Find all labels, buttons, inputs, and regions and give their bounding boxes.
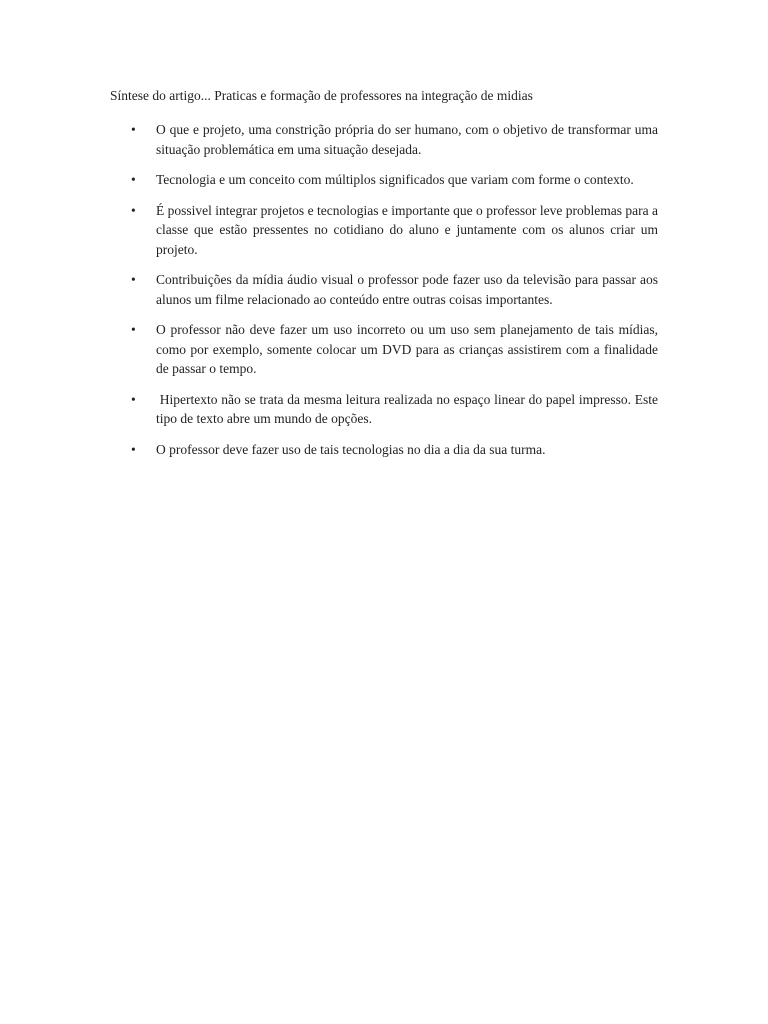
- bullet-text: Tecnologia e um conceito com múltiplos significados que variam com forme o contexto.: [156, 172, 634, 187]
- bullet-icon: •: [131, 272, 136, 287]
- bullet-text: O professor deve fazer uso de tais tecnologias no dia a dia da sua turma.: [156, 441, 546, 457]
- bullet-icon: •: [131, 391, 136, 407]
- list-item: [0, 440, 658, 460]
- bullet-list: [0, 120, 768, 470]
- bullet-icon: •: [131, 122, 136, 137]
- bullet-text: É possivel integrar projetos e tecnologias e importante que o professor leve problemas para a classe que estão pressentes no cotidiano do aluno e juntamente com os alunos criar um projeto.: [156, 202, 662, 257]
- list-item: [0, 170, 658, 190]
- list-item: [0, 120, 662, 159]
- list-item: [0, 320, 662, 379]
- list-item: [0, 201, 662, 260]
- bullet-text: Contribuições da mídia áudio visual o professor pode fazer uso da televisão para passar aos alunos um filme relacionado ao conteúdo entre outras coisas importantes.: [156, 272, 662, 307]
- document-title: Síntese do artigo... Praticas e formação de professores na integração de midias: [110, 88, 533, 103]
- bullet-text: Hipertexto não se trata da mesma leitura realizada no espaço linear do papel impresso. Este tipo de texto abre um mundo de opções.: [156, 391, 662, 426]
- bullet-text: O que e projeto, uma constrição própria do ser humano, com o objetivo de transformar uma situação problemática em uma situação desejada.: [156, 122, 662, 157]
- bullet-icon: •: [131, 202, 136, 218]
- bullet-icon: •: [131, 172, 136, 187]
- list-item: [0, 270, 662, 309]
- bullet-icon: •: [131, 441, 136, 457]
- list-item: [0, 390, 662, 429]
- bullet-text: O professor não deve fazer um uso incorreto ou um uso sem planejamento de tais mídias, como por exemplo, somente colocar um DVD para as crianças assistirem com a finalidade de passar o tempo.: [156, 322, 662, 376]
- bullet-icon: •: [131, 322, 136, 337]
